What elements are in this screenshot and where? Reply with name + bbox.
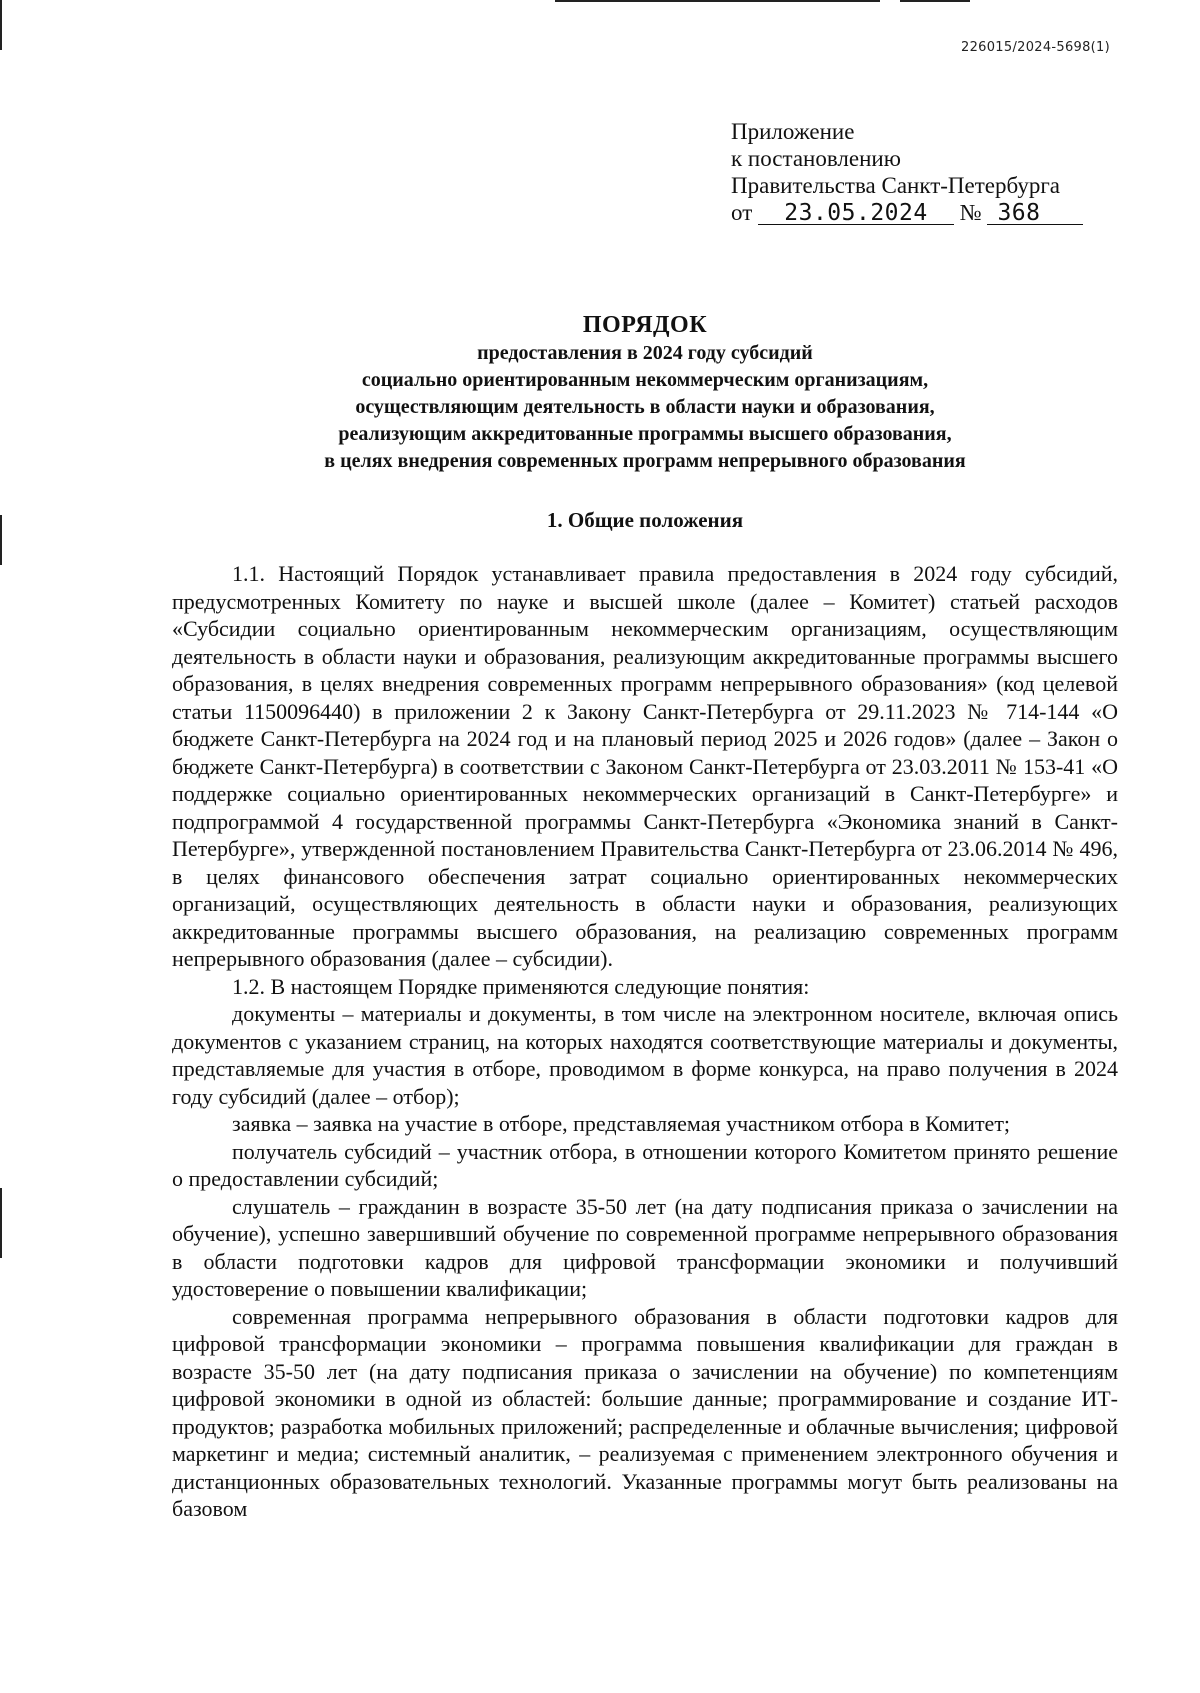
paragraph: 1.1. Настоящий Порядок устанавливает правила предоставления в 2024 году субсидий, предусмотренных Комитету по науке и высшей школе (далее – Комитет) статьей расходов «Субсидии социально ориентированным некоммерческим организациям, осуществляющим деятельность в области науки и образования, реализующим аккредитованные программы высшего образования, в целях внедрения современных программ непрерывного образования» (код целевой статьи 1150096440) в приложении 2 к Закону Санкт-Петербурга от 29.11.2023 № 714-144 «О бюджете Санкт-Петербурга на 2024 год и на плановый период 2025 и 2026 годов» (далее – Закон о бюджете Санкт-Петербурга) в соответствии с Законом Санкт-Петербурга от 23.03.2011 № 153-41 «О поддержке социально ориентированных некоммерческих организаций в Санкт-Петербурге» и подпрограммой 4 государственной программы Санкт-Петербурга «Экономика знаний в Санкт-Петербурге», утвержденной постановлением Правительства Санкт-Петербурга от 23.06.2014 № 496, в целях финансового обеспечения затрат социально ориентированных некоммерческих организаций, осуществляющих деятельность в области науки и образования, реализующих аккредитованные программы высшего образования, на реализацию современных программ непрерывного образования (далее – субсидии).	[172, 561, 1118, 971]
scan-edge-mark	[0, 0, 2, 50]
from-label: от	[731, 200, 753, 225]
scan-edge-mark	[0, 1188, 2, 1258]
subtitle-line: осуществляющим деятельность в области науки и образования,	[355, 396, 935, 418]
paragraph: заявка – заявка на участие в отборе, представляемая участником отбора в Комитет;	[232, 1111, 1011, 1136]
decree-date: 23.05.2024	[758, 202, 954, 225]
appendix-line: Приложение	[731, 119, 855, 144]
title-main: ПОРЯДОК	[582, 312, 708, 338]
scan-top-rule	[900, 0, 970, 2]
section-heading: 1. Общие положения	[546, 508, 744, 532]
appendix-line: Правительства Санкт-Петербурга	[731, 173, 1060, 198]
document-id: 226015/2024-5698(1)	[961, 40, 1110, 55]
number-label: №	[959, 200, 982, 225]
subtitle-line: реализующим аккредитованные программы высшего образования,	[338, 423, 952, 445]
scan-top-rule	[555, 0, 880, 2]
appendix-date-line	[731, 199, 1083, 226]
paragraph: 1.2. В настоящем Порядке применяются следующие понятия:	[232, 973, 810, 999]
subtitle-line: предоставления в 2024 году субсидий	[477, 342, 813, 364]
paragraph: слушатель – гражданин в возрасте 35-50 лет (на дату подписания приказа о зачислении на обучение), успешно завершивший обучение по современной программе непрерывного образования в области подготовки кадров для цифровой трансформации экономики и получивший удостоверение о повышении квалификации;	[172, 1193, 1118, 1301]
scan-edge-mark	[0, 515, 2, 565]
paragraph: современная программа непрерывного образования в области подготовки кадров для цифровой трансформации экономики – программа повышения квалификации для граждан в возрасте 35-50 лет (на дату подписания приказа о зачислении на обучение) по компетенциям цифровой экономики в одной из областей: большие данные; программирование и создание ИТ-продуктов; разработка мобильных приложений; распределенные и облачные вычисления; цифровой маркетинг и медиа; системный аналитик, – реализуемая с применением электронного обучения и дистанционных образовательных технологий. Указанные программы могут быть реализованы на базовом	[172, 1303, 1118, 1521]
appendix-block	[731, 118, 1083, 226]
decree-number: 368	[987, 202, 1083, 225]
document-body	[172, 560, 1118, 1523]
document-title	[170, 310, 1120, 475]
appendix-line: к постановлению	[731, 146, 901, 171]
paragraph: получатель субсидий – участник отбора, в отношении которого Комитетом принято решение о предоставлении субсидий;	[172, 1138, 1118, 1191]
paragraph: документы – материалы и документы, в том числе на электронном носителе, включая опись документов с указанием страниц, на которых находятся соответствующие материалы и документы, представляемые для участия в отборе, проводимом в форме конкурса, на право получения в 2024 году субсидий (далее – отбор);	[172, 1001, 1118, 1109]
subtitle-line: в целях внедрения современных программ непрерывного образования	[324, 450, 966, 472]
subtitle-line: социально ориентированным некоммерческим организациям,	[361, 369, 929, 391]
